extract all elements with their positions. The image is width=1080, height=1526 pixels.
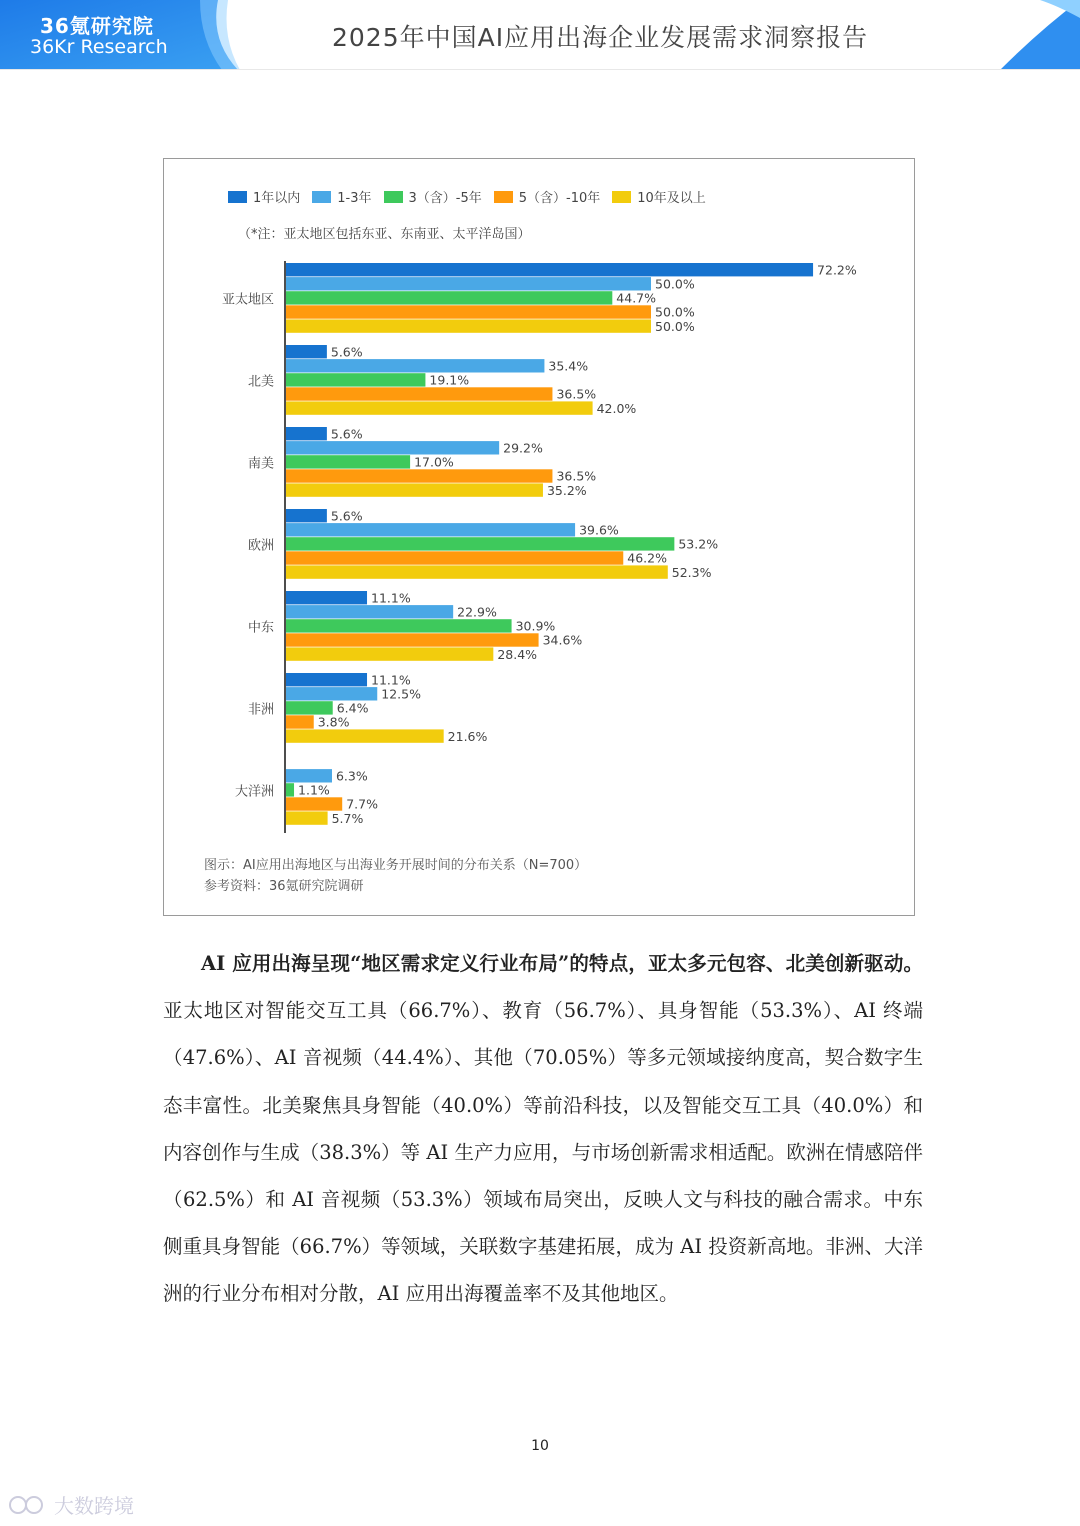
brand-name-en: 36Kr Research — [30, 36, 168, 58]
bar — [286, 537, 674, 550]
bar — [286, 509, 327, 522]
bar — [286, 769, 332, 782]
data-label: 42.0% — [596, 400, 637, 416]
bar — [286, 797, 342, 810]
bar — [286, 647, 493, 660]
category-label: 欧洲 — [247, 538, 274, 554]
bar — [286, 783, 294, 796]
data-label: 36.5% — [556, 386, 597, 402]
chart-note: （*注：亚太地区包括东亚、东南亚、太平洋岛国） — [238, 227, 531, 242]
data-label: 5.7% — [331, 810, 364, 826]
bar — [286, 291, 612, 304]
data-label: 36.5% — [556, 468, 597, 484]
data-label: 5.6% — [330, 344, 363, 360]
bar — [286, 319, 651, 332]
watermark-text: 大数跨境 — [54, 1494, 134, 1518]
bar — [286, 359, 544, 372]
data-label: 30.9% — [515, 618, 556, 634]
legend-label: 1年以内 — [253, 191, 301, 206]
category-label: 亚太地区 — [221, 292, 274, 308]
data-label: 34.6% — [542, 632, 583, 648]
bar — [286, 455, 410, 468]
bar — [286, 305, 651, 318]
chart-frame — [163, 158, 915, 916]
bar — [286, 605, 453, 618]
paragraph-lead: AI 应用出海呈现“地区需求定义行业布局”的特点，亚太多元包容、北美创新驱动。 — [201, 952, 923, 975]
data-label: 29.2% — [503, 440, 543, 456]
legend-label: 3（含）-5年 — [408, 191, 482, 206]
bar — [286, 387, 552, 400]
category-label: 非洲 — [247, 702, 274, 718]
data-label: 28.4% — [497, 646, 538, 662]
bar — [286, 729, 444, 742]
chart-source: 参考资料：36氪研究院调研 — [204, 879, 364, 894]
bar — [286, 523, 575, 536]
page-header — [0, 0, 1080, 70]
paragraph-text: 亚太地区对智能交互工具（66.7%）、教育（56.7%）、具身智能（53.3%）、AI 终端（47.6%）、AI 音视频（44.4%）、其他（70.05%）等多元领域接纳度高，契合数字生态丰富性。北美聚焦具身智能（40.0%）等前沿科技，以及智能交互工具（40.0%）和内容创作与生成（38.3%）等 AI 生产力应用，与市场创新需求相适配。欧洲在情感陪伴（62.5%）和 AI 音视频（53.3%）领域布局突出，反映人文与科技的融合需求。中东侧重具身智能（66.7%）等领域，关联数字基建拓展，成为 AI 投资新高地。非洲、大洋洲的行业分布相对分散，AI 应用出海覆盖率不及其他地区。 — [163, 999, 923, 1306]
data-label: 22.9% — [457, 604, 497, 620]
bar — [286, 551, 623, 564]
data-label: 7.7% — [346, 796, 378, 812]
document-title: 2025年中国AI应用出海企业发展需求洞察报告 — [332, 23, 869, 52]
chart-caption: 图示：AI应用出海地区与出海业务开展时间的分布关系（N=700） — [204, 858, 588, 873]
data-label: 21.6% — [447, 728, 488, 744]
data-label: 35.2% — [546, 482, 587, 498]
data-label: 5.6% — [330, 426, 363, 442]
brand-name-cn: 36氪研究院 — [40, 14, 154, 38]
data-label: 50.0% — [655, 276, 695, 292]
data-label: 53.2% — [678, 536, 719, 552]
category-label: 北美 — [247, 374, 274, 390]
data-label: 11.1% — [371, 590, 411, 606]
bar — [286, 701, 333, 714]
header-divider — [0, 69, 1080, 70]
page-number: 10 — [531, 1438, 549, 1454]
legend-label: 10年及以上 — [637, 191, 706, 206]
bar — [286, 811, 328, 824]
data-label: 19.1% — [429, 372, 470, 388]
data-label: 35.4% — [548, 358, 589, 374]
bar — [286, 633, 539, 646]
bar — [286, 483, 543, 496]
watermark-logo-icon — [8, 1494, 48, 1516]
data-label: 46.2% — [627, 550, 667, 566]
bar — [286, 441, 499, 454]
bar — [286, 687, 377, 700]
data-label: 50.0% — [655, 304, 695, 320]
data-label: 3.8% — [317, 714, 350, 730]
data-label: 52.3% — [671, 564, 712, 580]
legend-label: 5（含）-10年 — [518, 191, 601, 206]
category-label: 大洋洲 — [234, 784, 274, 800]
body-paragraph — [163, 940, 923, 1318]
bar-chart — [164, 159, 914, 849]
data-label: 44.7% — [616, 290, 657, 306]
bar — [286, 715, 314, 728]
bar — [286, 401, 593, 414]
bar — [286, 373, 425, 386]
data-label: 17.0% — [414, 454, 454, 470]
header-corner-shape — [1000, 0, 1080, 70]
bar — [286, 591, 367, 604]
bar — [286, 565, 668, 578]
bar — [286, 345, 327, 358]
data-label: 1.1% — [298, 782, 330, 798]
data-label: 39.6% — [579, 522, 619, 538]
data-label: 6.4% — [336, 700, 369, 716]
bar — [286, 619, 512, 632]
data-label: 72.2% — [817, 262, 857, 278]
bar — [286, 427, 327, 440]
legend-label: 1-3年 — [337, 191, 372, 206]
data-label: 50.0% — [655, 318, 695, 334]
bar — [286, 469, 552, 482]
category-label: 中东 — [247, 620, 274, 636]
data-label: 12.5% — [381, 686, 421, 702]
bar — [286, 673, 367, 686]
bar — [286, 277, 651, 290]
data-label: 6.3% — [335, 768, 368, 784]
data-label: 5.6% — [330, 508, 363, 524]
watermark — [8, 1490, 134, 1519]
bar — [286, 263, 813, 276]
category-label: 南美 — [247, 456, 274, 472]
data-label: 11.1% — [371, 672, 411, 688]
